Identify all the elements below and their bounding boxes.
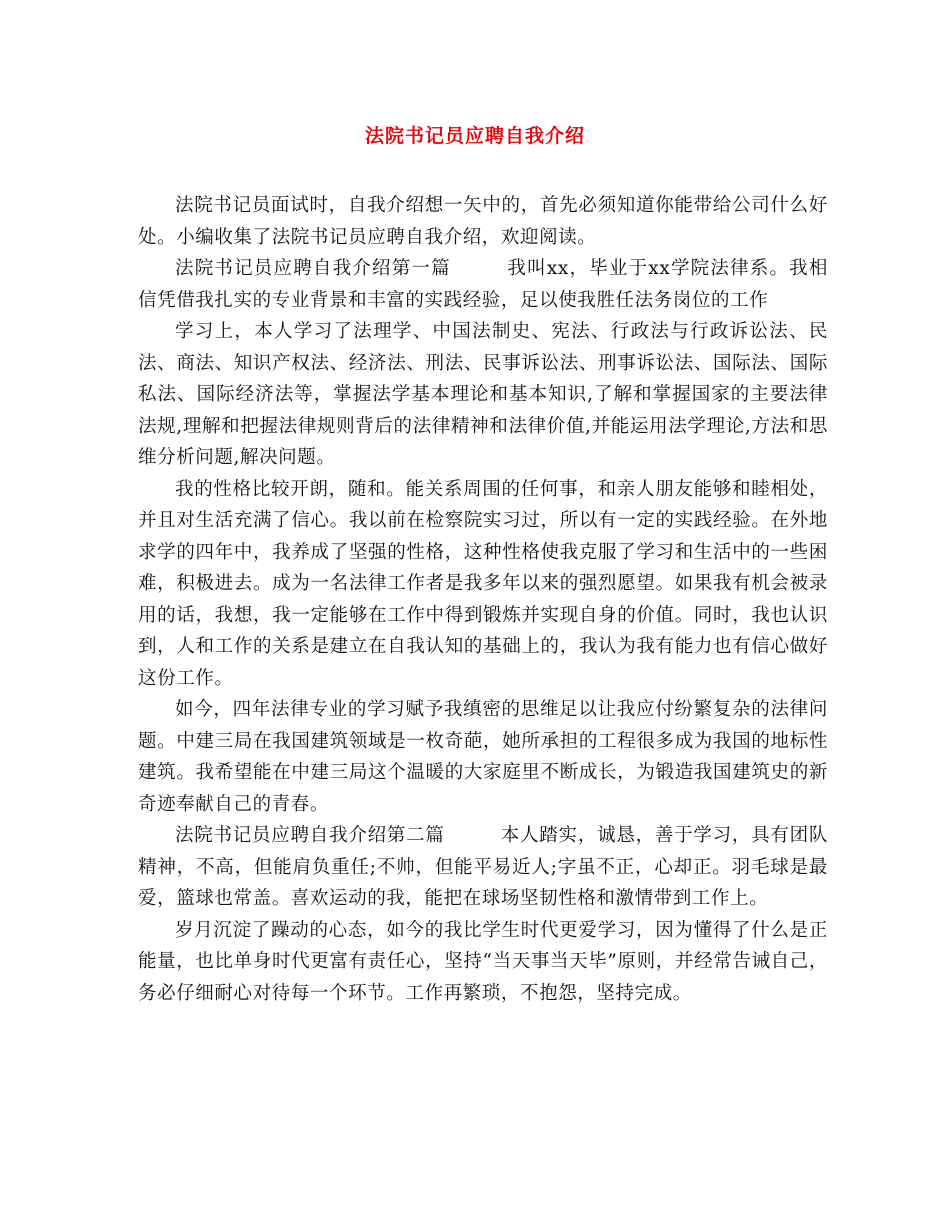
- document-title: 法院书记员应聘自我介绍: [364, 125, 585, 147]
- paragraph-text: 我的性格比较开朗，随和。能关系周围的任何事，和亲人朋友能够和睦相处，并且对生活充满了信心。我以前在检察院实习过，所以有一定的实践经验。在外地求学的四年中，我养成了坚强的性格，这种性格使我克服了学习和生活中的一些困难，积极进去。成为一名法律工作者是我多年以来的强烈愿望。如果我有机会被录用的话，我想，我一定能够在工作中得到锻炼并实现自身的价值。同时，我也认识到，人和工作的关系是建立在自我认知的基础上的，我认为我有能力也有信心做好这份工作。: [138, 478, 828, 689]
- paragraph-responsibility: [138, 915, 828, 1010]
- document-body: [138, 190, 828, 1009]
- paragraph-text: 法院书记员面试时，自我介绍想一矢中的，首先必须知道你能带给公司什么好处。小编收集了法院书记员应聘自我介绍，欢迎阅读。: [138, 195, 828, 248]
- article-heading-second: 法院书记员应聘自我介绍第二篇: [175, 825, 445, 846]
- paragraph-career: [138, 694, 828, 820]
- paragraph-text: 我叫xx，毕业于xx学院法律系。我相信凭借我扎实的专业背景和丰富的实践经验，足以使我胜任法务岗位的工作: [138, 258, 828, 311]
- paragraph-text: 如今，四年法律专业的学习赋予我缜密的思维足以让我应付纷繁复杂的法律问题。中建三局在我国建筑领域是一枚奇葩，她所承担的工程很多成为我国的地标性建筑。我希望能在中建三局这个温暖的大家庭里不断成长，为锻造我国建筑史的新奇迹奉献自己的青春。: [138, 699, 828, 815]
- article-heading-first: 法院书记员应聘自我介绍第一篇: [175, 258, 451, 279]
- paragraph-study: [138, 316, 828, 474]
- paragraph-text: 学习上，本人学习了法理学、中国法制史、宪法、行政法与行政诉讼法、民法、商法、知识产权法、经济法、刑法、民事诉讼法、刑事诉讼法、国际法、国际私法、国际经济法等，掌握法学基本理论和基本知识,了解和掌握国家的主要法律法规,理解和把握法律规则背后的法律精神和法律价值,并能运用法学理论,方法和思维分析问题,解决问题。: [138, 321, 828, 468]
- paragraph-second-article: [138, 820, 828, 915]
- paragraph-text: 本人踏实，诚恳，善于学习，具有团队精神，不高，但能肩负重任;不帅，但能平易近人;字虽不正，心却正。羽毛球是最爱，篮球也常盖。喜欢运动的我，能把在球场坚韧性格和激情带到工作上。: [138, 825, 829, 909]
- paragraph-personality: [138, 474, 828, 695]
- paragraph-intro: [138, 190, 828, 253]
- paragraph-first-article: [138, 253, 828, 316]
- paragraph-text: 岁月沉淀了躁动的心态，如今的我比学生时代更爱学习，因为懂得了什么是正能量，也比单身时代更富有责任心，坚持“当天事当天毕”原则，并经常告诫自己，务必仔细耐心对待每一个环节。工作再繁琐，不抱怨，坚持完成。: [138, 919, 828, 1004]
